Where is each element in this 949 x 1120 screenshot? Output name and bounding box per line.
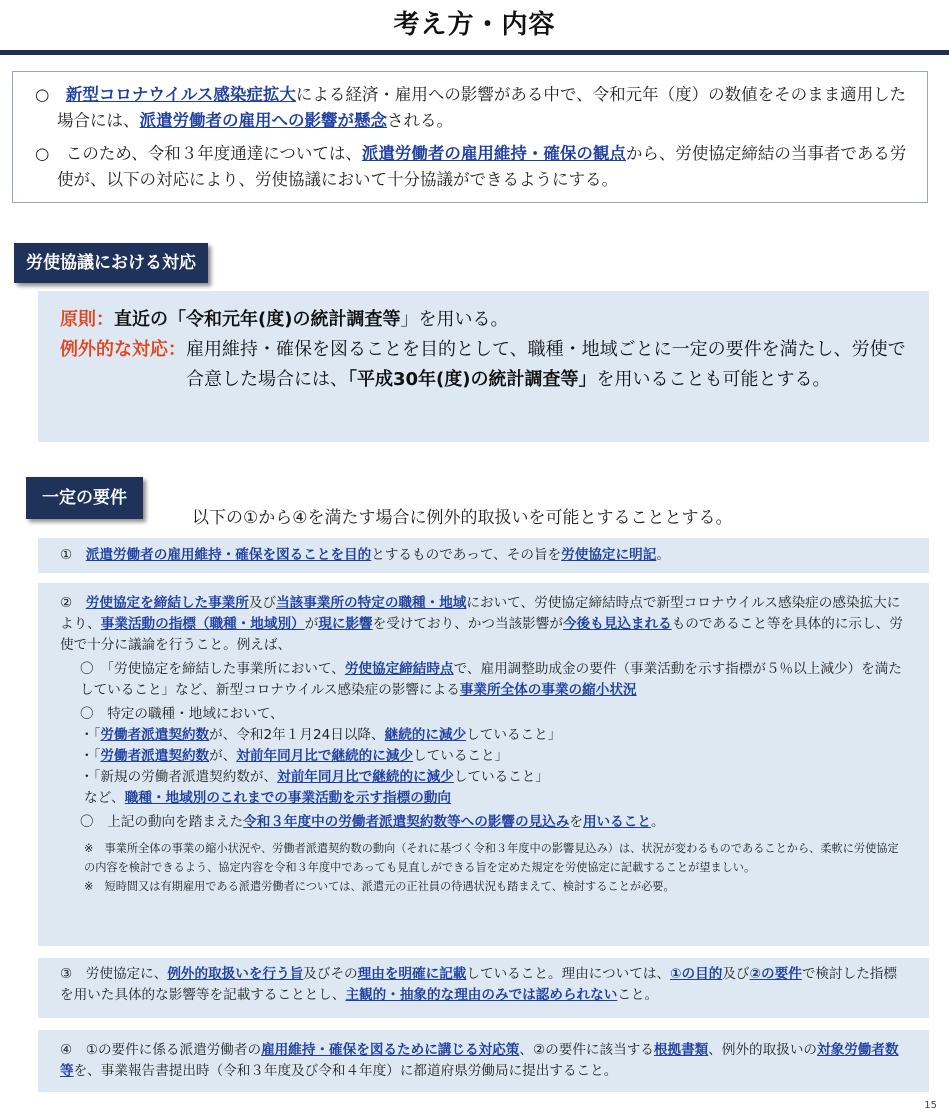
highlight-text: 例外的取扱いを行う旨: [167, 966, 304, 982]
highlight-text: 対前年同月比で継続的に減少: [277, 769, 454, 785]
body-text: 特定の職種・地域において、: [107, 706, 284, 722]
requirement-number: ②: [60, 595, 73, 611]
example-2: [60, 704, 909, 725]
body-text: で検討した指標を用いた具体的な影響等を記載することとし、: [60, 966, 897, 1003]
requirement-number: ③: [60, 966, 73, 982]
exception-text: [186, 335, 907, 395]
highlight-text: 主観的・抽象的な理由のみでは認められない: [345, 987, 618, 1003]
principle-text: [114, 305, 508, 335]
body-text: していること」: [413, 748, 509, 764]
highlight-text: ②の要件: [749, 966, 802, 982]
highlight-text: 対前年同月比で継続的に減少: [236, 748, 414, 764]
body-text: を、事業報告書提出時（令和３年度及び令和４年度）に都道府県労働局に提出すること。: [73, 1063, 618, 1079]
principle-row: [60, 305, 907, 335]
intro-paragraph-2: [35, 141, 915, 193]
example-3: [60, 812, 909, 833]
body-text: 。: [656, 547, 670, 563]
body-text: 、②の要件に該当する: [519, 1042, 654, 1058]
body-text: から、労使協定締結の当事者である労使が、以下の対応により、労使協議において十分協議ができるようにする。: [57, 144, 907, 189]
highlight-text: 労働者派遣契約数: [100, 748, 210, 764]
highlight-text: ①の目的: [670, 966, 723, 982]
intro-box: [12, 71, 928, 203]
example-1: [60, 659, 909, 701]
intro-paragraph-1: [35, 82, 915, 134]
note-1: ※ 事業所全体の事業の縮小状況や、労働者派遣契約数の動向（それに基づく令和３年度中の影響見込み）は、状況が変わるものであることから、柔軟に労使協定の内容を検討できるよう、協定内容を令和３年度中であっても見直しができる旨を定めた規定を労使協定に記載することが望ましい。: [84, 842, 899, 874]
principle-t2: 」を用いる。: [400, 309, 509, 330]
example-2-item-3: [60, 767, 909, 788]
highlight-text: 根拠書類: [653, 1042, 709, 1058]
body-text: とするものであって、その旨を: [371, 547, 562, 563]
body-text: 及び: [722, 966, 750, 982]
example-2-summary: [60, 788, 909, 809]
body-text: ・「: [80, 727, 101, 743]
highlight-text: 対象労働者数等: [60, 1042, 899, 1079]
body-text: このため、令和３年度通達については、: [65, 144, 362, 163]
body-text: 、例外的取扱いの: [708, 1042, 818, 1058]
example-2-item-1: [60, 725, 909, 746]
highlight-text: 事業活動の指標（職種・地域別）: [100, 616, 305, 632]
highlight-text: 事業所全体の事業の縮小状況: [459, 682, 637, 698]
body-text: が、: [209, 748, 237, 764]
highlight-text: 職種・地域別のこれまでの事業活動を示す指標の動向: [124, 790, 452, 806]
requirement-1: [38, 538, 929, 573]
body-text: される。: [387, 111, 453, 130]
highlight-text: 雇用維持・確保を図るために講じる対応策: [261, 1042, 520, 1058]
requirements-intro: 以下の①から④を満たす場合に例外的取扱いを可能とすることとする。: [192, 508, 733, 528]
highlight-text: 理由を明確に記載: [357, 966, 467, 982]
bullet: 〇: [80, 814, 94, 830]
section-label-requirements: 一定の要件: [26, 477, 143, 519]
body-text: 。: [650, 814, 665, 830]
requirement-2-main: [60, 593, 909, 656]
body-text: で、雇用調整助成金の要件（事業活動を示す指標が５％以上減少）を満たしていること」など、新型コロナウイルス感染症の影響による: [80, 661, 902, 698]
requirement-2: [38, 583, 929, 946]
title-divider: [0, 50, 949, 55]
highlight-text: 現に影響: [318, 616, 373, 632]
highlight-text: 新型コロナウイルス感染症拡大: [65, 85, 296, 104]
principle-t1: 直近の「: [114, 309, 186, 330]
body-text: 及び: [248, 595, 277, 611]
highlight-text: 当該事業所の特定の職種・地域: [276, 595, 467, 611]
exception-t2: を用いることも可能とする。: [596, 369, 831, 390]
requirement-3: [38, 958, 929, 1018]
bullet: 〇: [80, 706, 94, 722]
exception-t1: 雇用維持・確保を図ることを目的として、職種・地域ごとに一定の要件を満たし、労使で合意した場合には、: [186, 339, 906, 390]
example-2-item-2: [60, 746, 909, 767]
highlight-text: 労使協定を締結した事業所: [85, 595, 249, 611]
body-text: していること」: [466, 727, 562, 743]
body-text: 「労使協定を締結した事業所において、: [107, 661, 345, 677]
highlight-text: 派遣労働者の雇用維持・確保を図ることを目的: [85, 547, 372, 563]
highlight-text: 派遣労働者の雇用への影響が懸念: [139, 111, 387, 130]
highlight-text: 労働者派遣契約数: [100, 727, 210, 743]
highlight-text: 令和３年度中の労働者派遣契約数等への影響の見込み: [243, 814, 570, 830]
bullet: 〇: [80, 661, 94, 677]
body-text: が、令和2年１月24日以降、: [209, 727, 385, 743]
body-text: を受けており、かつ当該影響が: [372, 616, 563, 632]
body-text: において、労使協定締結時点で新型コロナウイルス感染症の感染拡大により、: [60, 595, 901, 632]
page-number: 15: [924, 1100, 937, 1111]
note-2: ※ 短時間又は有期雇用である派遣労働者については、派遣元の正社員の待遇状況も踏まえて、検討することが必要。: [84, 880, 675, 893]
highlight-text: 労使協定に明記: [561, 547, 657, 563]
body-text: していること。理由については、: [466, 966, 671, 982]
body-text: ・「新規の労働者派遣契約数が、: [80, 769, 278, 785]
highlight-text: 継続的に減少: [384, 727, 467, 743]
body-text: ・「: [80, 748, 101, 764]
bullet: ○: [35, 85, 50, 104]
exception-strong: 「平成30年(度)の統計調査等」: [348, 369, 597, 390]
highlight-text: 労使協定締結時点: [344, 661, 454, 677]
exception-label: 例外的な対応：: [60, 339, 186, 360]
body-text: が: [304, 616, 319, 632]
requirement-number: ①: [60, 547, 73, 563]
body-text: による経済・雇用への影響がある中で、令和元年（度）の数値をそのまま適用した場合には、: [57, 85, 907, 130]
page-title: 考え方・内容: [393, 10, 556, 40]
body-text: ①の要件に係る派遣労働者の: [85, 1042, 262, 1058]
body-text: 及びその: [303, 966, 358, 982]
principle-box: [38, 291, 929, 442]
body-text: 上記の動向を踏まえた: [107, 814, 244, 830]
body-text: ものであること等を具体的に示し、労使で十分に議論を行うこと。例えば、: [60, 616, 903, 653]
body-text: を: [569, 814, 583, 830]
principle-strong: 令和元年(度)の統計調査等: [186, 309, 401, 330]
body-text: 労使協定に、: [85, 966, 168, 982]
exception-row: [60, 335, 907, 395]
requirement-number: ④: [60, 1042, 73, 1058]
highlight-text: 派遣労働者の雇用維持・確保の観点: [361, 144, 626, 163]
bullet: ○: [35, 144, 50, 163]
body-text: など、: [84, 790, 125, 806]
body-text: こと。: [617, 987, 659, 1003]
highlight-text: 今後も見込まれる: [562, 616, 672, 632]
section-label-negotiation: 労使協議における対応: [14, 243, 208, 283]
body-text: していること」: [453, 769, 549, 785]
highlight-text: 用いること: [582, 814, 651, 830]
requirement-4: [38, 1030, 929, 1092]
principle-label: 原則：: [60, 309, 114, 330]
